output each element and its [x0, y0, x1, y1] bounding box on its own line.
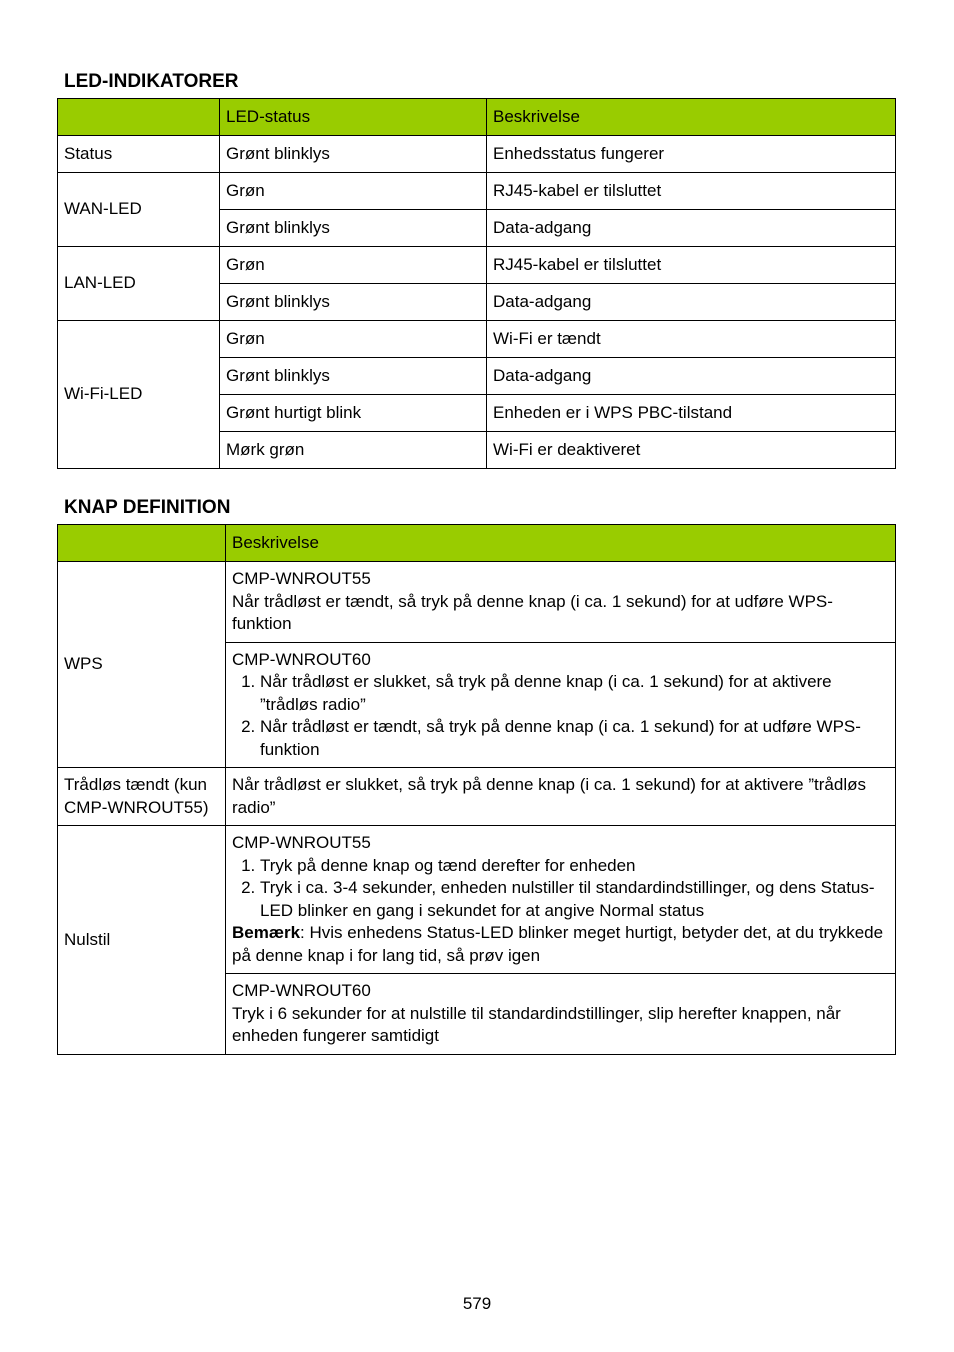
knap-table — [57, 524, 896, 1055]
led-status: Grønt blinklys — [220, 210, 487, 247]
button-name: WPS — [58, 562, 226, 768]
table-row — [58, 247, 896, 284]
led-table — [57, 98, 896, 469]
numbered-list — [232, 855, 889, 923]
model-label: CMP-WNROUT60 — [232, 981, 371, 1000]
header-cell: Beskrivelse — [487, 99, 896, 136]
led-status: Grøn — [220, 321, 487, 358]
led-name: LAN-LED — [58, 247, 220, 321]
led-description: Wi-Fi er deaktiveret — [487, 432, 896, 469]
button-description — [226, 974, 896, 1055]
knap-section-title: KNAP DEFINITION — [64, 497, 231, 518]
led-status: Grønt blinklys — [220, 284, 487, 321]
button-name: Trådløs tændt (kun CMP-WNROUT55) — [58, 768, 226, 826]
table-header-row — [58, 525, 896, 562]
header-cell: LED-status — [220, 99, 487, 136]
led-description: Wi-Fi er tændt — [487, 321, 896, 358]
led-description: Enheden er i WPS PBC-tilstand — [487, 395, 896, 432]
note-label: Bemærk — [232, 923, 301, 942]
led-status: Grøn — [220, 173, 487, 210]
header-cell — [58, 525, 226, 562]
led-status: Grønt hurtigt blink — [220, 395, 487, 432]
table-row — [58, 768, 896, 826]
table-row — [58, 173, 896, 210]
button-description — [226, 642, 896, 768]
led-description: Data-adgang — [487, 210, 896, 247]
description-text: Når trådløst er tændt, så tryk på denne knap (i ca. 1 sekund) for at udføre WPS-funktion — [232, 591, 833, 633]
table-row — [58, 562, 896, 643]
led-status: Grønt blinklys — [220, 136, 487, 173]
list-item: 2. Når trådløst er tændt, så tryk på denne knap (i ca. 1 sekund) for at udføre WPS-funktion — [260, 716, 889, 761]
led-section-title: LED-INDIKATORER — [64, 71, 239, 92]
button-description: Når trådløst er slukket, så tryk på denne knap (i ca. 1 sekund) for at aktivere ”trådløs radio” — [226, 768, 896, 826]
led-status: Mørk grøn — [220, 432, 487, 469]
header-cell: Beskrivelse — [226, 525, 896, 562]
led-description: Data-adgang — [487, 284, 896, 321]
note — [232, 922, 889, 967]
led-status: Grønt blinklys — [220, 358, 487, 395]
led-description: RJ45-kabel er tilsluttet — [487, 173, 896, 210]
model-label: CMP-WNROUT60 — [232, 649, 371, 669]
button-description — [226, 826, 896, 974]
list-item: 1. Tryk på denne knap og tænd derefter for enheden — [260, 855, 889, 878]
led-description: Enhedsstatus fungerer — [487, 136, 896, 173]
table-header-row — [58, 99, 896, 136]
numbered-list — [232, 671, 889, 761]
header-cell — [58, 99, 220, 136]
model-label: CMP-WNROUT55 — [232, 833, 371, 852]
note-text: : Hvis enhedens Status-LED blinker meget hurtigt, betyder det, at du trykkede på denne knap i for lang tid, så prøv igen — [232, 923, 884, 965]
led-status: Grøn — [220, 247, 487, 284]
led-description: RJ45-kabel er tilsluttet — [487, 247, 896, 284]
page-number: 579 — [462, 1294, 492, 1313]
model-label: CMP-WNROUT55 — [232, 569, 371, 588]
list-item: 2. Tryk i ca. 3-4 sekunder, enheden nulstiller til standardindstillinger, og dens Status-LED blinker en gang i sekundet for at angive Normal status — [260, 877, 889, 922]
table-row — [58, 321, 896, 358]
table-row — [58, 136, 896, 173]
button-description — [226, 562, 896, 643]
led-name: Wi-Fi-LED — [58, 321, 220, 469]
list-item: 1. Når trådløst er slukket, så tryk på denne knap (i ca. 1 sekund) for at aktivere ”trådløs radio” — [260, 671, 889, 716]
led-name: Status — [58, 136, 220, 173]
led-name: WAN-LED — [58, 173, 220, 247]
led-description: Data-adgang — [487, 358, 896, 395]
button-name: Nulstil — [58, 826, 226, 1055]
description-text: Tryk i 6 sekunder for at nulstille til standardindstillinger, slip herefter knappen, når enheden fungerer samtidigt — [232, 1003, 841, 1045]
table-row — [58, 826, 896, 974]
